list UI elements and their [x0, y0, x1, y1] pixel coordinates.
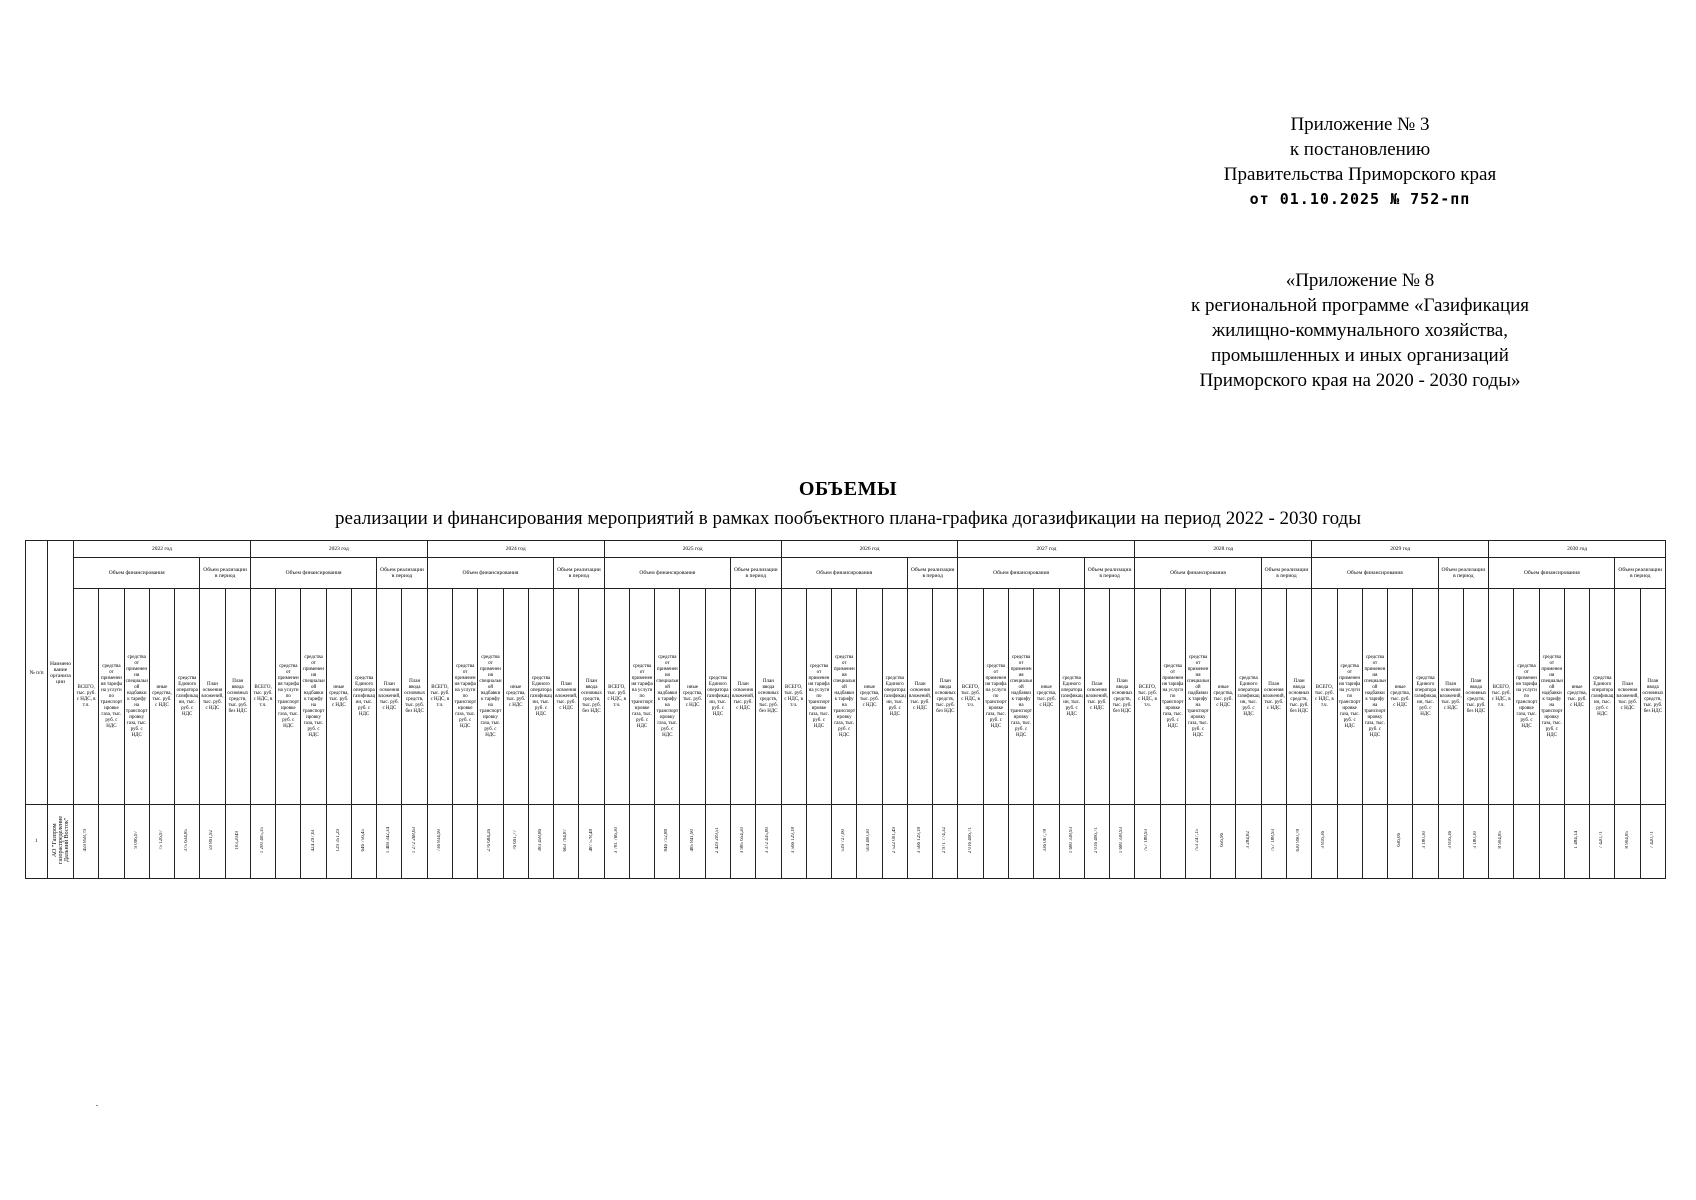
year-header: 2023 год: [250, 541, 427, 558]
sub-column-header: ВСЕГО, тыс. руб. с НДС, в т.ч.: [427, 589, 452, 805]
cell-value: 375 634,85: [184, 828, 190, 852]
value-cell: [629, 805, 654, 879]
value-cell: [1388, 805, 1413, 879]
sub-column-header: План ввода основных средств, тыс. руб. без НДС: [225, 589, 250, 805]
implementation-group-header: Объем реализации в период: [907, 558, 958, 589]
sub-column-header: средства от применения тарифа на услуги по транспортировке газа, тыс. руб. с НДС: [983, 589, 1008, 805]
value-cell: [1564, 805, 1589, 879]
value-cell: [377, 805, 402, 879]
value-cell: [680, 805, 705, 879]
cell-value: 757 188,93: [1144, 828, 1150, 852]
sub-column-header: иные средства, тыс. руб. с НДС: [1564, 589, 1589, 805]
year-header: 2025 год: [604, 541, 781, 558]
value-cell: [1514, 805, 1539, 879]
cell-value: 485 841,90: [689, 828, 695, 852]
sub-column-header: средства от применения специальной надбавки к тарифу на транспортировку газа, тыс. руб. с НДС: [1185, 589, 1210, 805]
sub-column-header: средства от применения специальной надбавки к тарифу на транспортировку газа, тыс. руб. с НДС: [1008, 589, 1033, 805]
program-line-2: к региональной программе «Газификация: [1190, 295, 1530, 316]
sub-column-header: средства от применения специальной надбавки к тарифу на транспортировку газа, тыс. руб. с НДС: [301, 589, 326, 805]
program-line-3: жилищно-коммунального хозяйства,: [1211, 320, 1508, 341]
value-cell: [1463, 805, 1488, 879]
value-cell: [1590, 805, 1615, 879]
sub-column-header: План ввода основных средств, тыс. руб. без НДС: [1286, 589, 1311, 805]
value-cell: [1539, 805, 1564, 879]
column-header-organization: Наименование организации: [48, 541, 74, 805]
value-cell: [1438, 805, 1463, 879]
sub-column-header: средства Единого оператора газификации, тыс. руб. с НДС: [882, 589, 907, 805]
value-cell: [554, 805, 579, 879]
sub-column-header: План освоения вложений, тыс. руб. с НДС: [200, 589, 225, 805]
sub-column-header: средства Единого оператора газификации, тыс. руб. с НДС: [705, 589, 730, 805]
sub-column-header: План освоения вложений, тыс. руб. с НДС: [554, 589, 579, 805]
financing-group-header: Объем финансирования: [1489, 558, 1615, 589]
value-cell: [1489, 805, 1514, 879]
sub-column-header: План освоения вложений, тыс. руб. с НДС: [1615, 589, 1640, 805]
cell-value: 1 484,14: [1574, 831, 1580, 849]
financing-group-header: Объем финансирования: [74, 558, 200, 589]
cell-value: 276 684,26: [487, 828, 493, 852]
value-cell: [1337, 805, 1362, 879]
value-cell: [1110, 805, 1135, 879]
sub-column-header: План ввода основных средств, тыс. руб. без НДС: [1110, 589, 1135, 805]
cell-value: 757 188,93: [1270, 828, 1276, 852]
year-header: 2029 год: [1312, 541, 1489, 558]
implementation-group-header: Объем реализации в период: [554, 558, 605, 589]
sub-column-header: ВСЕГО, тыс. руб. с НДС, в т.ч.: [1135, 589, 1160, 805]
sub-column-header: ВСЕГО, тыс. руб. с НДС, в т.ч.: [781, 589, 806, 805]
value-cell: [503, 805, 528, 879]
sub-column-header: План освоения вложений, тыс. руб. с НДС: [377, 589, 402, 805]
program-appendix-block: [1140, 268, 1580, 393]
value-cell: [99, 805, 124, 879]
cell-value: 3 566 129,18: [790, 826, 796, 854]
value-cell: [453, 805, 478, 879]
sub-column-header: ВСЕГО, тыс. руб. с НДС, в т.ч.: [250, 589, 275, 805]
value-cell: [579, 805, 604, 879]
value-cell: [781, 805, 806, 879]
financing-group-header: Объем финансирования: [1135, 558, 1261, 589]
sub-column-header: План освоения вложений, тыс. руб. с НДС: [1084, 589, 1109, 805]
value-cell: [402, 805, 427, 879]
program-line-1: «Приложение № 8: [1285, 270, 1435, 291]
value-cell: [1135, 805, 1160, 879]
sub-column-header: средства от применения тарифа на услуги по транспортировке газа, тыс. руб. с НДС: [276, 589, 301, 805]
implementation-group-header: Объем реализации в период: [200, 558, 251, 589]
cell-value: 1 680 338,93: [1068, 826, 1074, 854]
program-line-4: промышленных и иных организаций: [1211, 345, 1509, 366]
cell-value: 656,96: [1220, 833, 1226, 847]
value-cell: [655, 805, 680, 879]
cell-value: 539 727,60: [841, 828, 847, 852]
financing-group-header: Объем финансирования: [604, 558, 730, 589]
sub-column-header: ВСЕГО, тыс. руб. с НДС, в т.ч.: [604, 589, 629, 805]
sub-column-header: План освоения вложений, тыс. руб. с НДС: [907, 589, 932, 805]
value-cell: [200, 805, 225, 879]
cell-value: 736 834,90: [436, 828, 442, 852]
value-cell: [175, 805, 200, 879]
cell-value: 9 096,97: [133, 831, 139, 849]
sub-column-header: План ввода основных средств, тыс. руб. без НДС: [933, 589, 958, 805]
cell-value: 3 816,36: [1447, 831, 1453, 849]
cell-value: 8 904,85: [1498, 831, 1504, 849]
sub-column-header: иные средства, тыс. руб. с НДС: [326, 589, 351, 805]
sub-column-header: средства от применения специальной надбавки к тарифу на транспортировку газа, тыс. руб. с НДС: [1539, 589, 1564, 805]
sub-column-header: средства от применения тарифа на услуги по транспортировке газа, тыс. руб. с НДС: [453, 589, 478, 805]
sub-column-header: ВСЕГО, тыс. руб. с НДС, в т.ч.: [958, 589, 983, 805]
program-line-5: Приморского края на 2020 - 2030 годы»: [1199, 370, 1521, 391]
value-cell: [933, 805, 958, 879]
value-cell: [731, 805, 756, 879]
value-cell: [149, 805, 174, 879]
sub-column-header: иные средства, тыс. руб. с НДС: [1211, 589, 1236, 805]
value-cell: [1084, 805, 1109, 879]
plan-table: [25, 540, 1666, 879]
column-header-number: № п/п: [26, 541, 48, 805]
cell-value: 75 126,97: [158, 830, 164, 850]
value-cell: [1640, 805, 1665, 879]
value-cell: [806, 805, 831, 879]
sub-column-header: средства Единого оператора газификации, тыс. руб. с НДС: [175, 589, 200, 805]
value-cell: [604, 805, 629, 879]
cell-value: 129 351,29: [335, 828, 341, 852]
cell-value: 103,2049: [234, 830, 240, 850]
value-cell: [882, 805, 907, 879]
sub-column-header: средства Единого оператора газификации, тыс. руб. с НДС: [1236, 589, 1261, 805]
cell-value: 663 794,87: [563, 828, 569, 852]
cell-value: 1 272 268,63: [411, 826, 417, 854]
cell-value: 636,06: [1397, 833, 1403, 847]
value-cell: [1034, 805, 1059, 879]
cell-value: 3 180,30: [1472, 831, 1478, 849]
appendix-line-2: к постановлению: [1289, 139, 1431, 160]
implementation-group-header: Объем реализации в период: [1438, 558, 1489, 589]
sub-column-header: План ввода основных средств, тыс. руб. без НДС: [756, 589, 781, 805]
value-cell: [1160, 805, 1185, 879]
sub-column-header: План ввода основных средств, тыс. руб. без НДС: [402, 589, 427, 805]
value-cell: [250, 805, 275, 879]
sub-column-header: План освоения вложений, тыс. руб. с НДС: [1261, 589, 1286, 805]
implementation-group-header: Объем реализации в период: [731, 558, 782, 589]
sub-column-header: средства от применения специальной надбавки к тарифу на транспортировку газа, тыс. руб. с НДС: [124, 589, 149, 805]
year-header: 2027 год: [958, 541, 1135, 558]
appendix-block: [1150, 112, 1570, 212]
sub-column-header: средства Единого оператора газификации, тыс. руб. с НДС: [528, 589, 553, 805]
sub-column-header: План освоения вложений, тыс. руб. с НДС: [731, 589, 756, 805]
year-header: 2030 год: [1489, 541, 1666, 558]
value-cell: [225, 805, 250, 879]
value-cell: [1211, 805, 1236, 879]
appendix-line-3: Правительства Приморского края: [1223, 164, 1497, 185]
sub-column-header: иные средства, тыс. руб. с НДС: [1388, 589, 1413, 805]
organization-name: АО "Газпром газораспределение Дальний Восток": [51, 815, 70, 865]
sub-column-header: средства от применения специальной надбавки к тарифу на транспортировку газа, тыс. руб. с НДС: [655, 589, 680, 805]
organization-cell: [48, 805, 74, 879]
sub-column-header: средства Единого оператора газификации, тыс. руб. с НДС: [1059, 589, 1084, 805]
sub-column-header: План освоения вложений, тыс. руб. с НДС: [1438, 589, 1463, 805]
sub-column-header: средства от применения специальной надбавки к тарифу на транспортировку газа, тыс. руб. с НДС: [832, 589, 857, 805]
sub-column-header: План ввода основных средств, тыс. руб. без НДС: [1640, 589, 1665, 805]
value-cell: [907, 805, 932, 879]
year-header: 2026 год: [781, 541, 958, 558]
header-row-years: [26, 541, 1666, 558]
cell-value: 383 458,86: [537, 828, 543, 852]
decree-date-number: от 01.10.2025 № 752-пп: [1249, 190, 1471, 208]
cell-value: 1 680 338,93: [1119, 826, 1125, 854]
value-cell: [1261, 805, 1286, 879]
document-subtitle: реализации и финансирования мероприятий в рамках пообъектного плана-графика догазификации на период 2022 - 2030 годы: [334, 508, 1361, 529]
value-cell: [74, 805, 99, 879]
sub-column-header: средства от применения тарифа на услуги по транспортировке газа, тыс. руб. с НДС: [99, 589, 124, 805]
value-cell: [983, 805, 1008, 879]
sub-column-header: иные средства, тыс. руб. с НДС: [503, 589, 528, 805]
cell-value: 336 067,78: [1043, 828, 1049, 852]
sub-column-header: средства от применения специальной надбавки к тарифу на транспортировку газа, тыс. руб. с НДС: [478, 589, 503, 805]
appendix-line-1: Приложение № 3: [1290, 114, 1430, 135]
sub-column-header: План ввода основных средств, тыс. руб. без НДС: [579, 589, 604, 805]
value-cell: [301, 805, 326, 879]
header-row-groups: [26, 558, 1666, 589]
sub-column-header: ВСЕГО, тыс. руб. с НДС, в т.ч.: [1312, 589, 1337, 805]
sub-column-header: средства от применения тарифа на услуги по транспортировке газа, тыс. руб. с НДС: [1337, 589, 1362, 805]
cell-value: 3 284,82: [1245, 831, 1251, 849]
year-header: 2024 год: [427, 541, 604, 558]
cell-value: 630 990,78: [1296, 828, 1302, 852]
table-row: [26, 805, 1666, 879]
row-number-cell: 1: [26, 805, 48, 879]
value-cell: [958, 805, 983, 879]
value-cell: [1312, 805, 1337, 879]
scan-speck: [96, 1105, 98, 1106]
sub-column-header: План ввода основных средств, тыс. руб. без НДС: [1463, 589, 1488, 805]
implementation-group-header: Объем реализации в период: [377, 558, 428, 589]
value-cell: [1413, 805, 1438, 879]
cell-value: 3 985 654,20: [740, 826, 746, 854]
value-cell: [1008, 805, 1033, 879]
value-cell: [1059, 805, 1084, 879]
value-cell: [705, 805, 730, 879]
value-cell: [756, 805, 781, 879]
cell-value: 3 566 129,18: [917, 826, 923, 854]
cell-value: 1 469 342,34: [386, 826, 392, 854]
financing-group-header: Объем финансирования: [958, 558, 1084, 589]
cell-value: 753 247,15: [1195, 828, 1200, 852]
value-cell: [124, 805, 149, 879]
value-cell: [1286, 805, 1311, 879]
value-cell: [351, 805, 376, 879]
financing-group-header: Объем финансирования: [427, 558, 553, 589]
implementation-group-header: Объем реализации в период: [1615, 558, 1666, 589]
sub-column-header: ВСЕГО, тыс. руб. с НДС, в т.ч.: [74, 589, 99, 805]
cell-value: 7 420,71: [1649, 831, 1655, 849]
cell-value: 7 420,71: [1599, 831, 1605, 849]
cell-value: 646 756,45: [361, 828, 367, 852]
cell-value: 2 016 406,71: [967, 826, 973, 854]
cell-value: 3 816,36: [1321, 831, 1327, 849]
header-row-subcolumns: [26, 589, 1666, 805]
plan-table-container: [25, 540, 1665, 888]
sub-column-header: средства Единого оператора газификации, тыс. руб. с НДС: [1413, 589, 1438, 805]
value-cell: [1236, 805, 1261, 879]
financing-group-header: Объем финансирования: [781, 558, 907, 589]
cell-value: 3 180,30: [1422, 831, 1428, 849]
cell-value: 504 400,30: [866, 828, 872, 852]
sub-column-header: ВСЕГО, тыс. руб. с НДС, в т.ч.: [1489, 589, 1514, 805]
implementation-group-header: Объем реализации в период: [1084, 558, 1135, 589]
value-cell: [1615, 805, 1640, 879]
sub-column-header: средства от применения тарифа на услуги по транспортировке газа, тыс. руб. с НДС: [629, 589, 654, 805]
cell-value: 846 712,88: [664, 828, 670, 852]
sub-column-header: средства Единого оператора газификации, тыс. руб. с НДС: [1590, 589, 1615, 805]
year-header: 2028 год: [1135, 541, 1312, 558]
cell-value: 59 891,92: [209, 830, 215, 850]
financing-group-header: Объем финансирования: [250, 558, 376, 589]
implementation-group-header: Объем реализации в период: [1261, 558, 1312, 589]
value-cell: [528, 805, 553, 879]
value-cell: [427, 805, 452, 879]
sub-column-header: иные средства, тыс. руб. с НДС: [149, 589, 174, 805]
cell-value: 8 904,85: [1624, 831, 1630, 849]
cell-value: 2 429 209,51: [714, 826, 720, 854]
sub-column-header: иные средства, тыс. руб. с НДС: [1034, 589, 1059, 805]
cell-value: 487 578,48: [588, 828, 594, 852]
value-cell: [276, 805, 301, 879]
sub-column-header: средства от применения тарифа на услуги по транспортировке газа, тыс. руб. с НДС: [1160, 589, 1185, 805]
value-cell: [857, 805, 882, 879]
cell-value: 2 016 406,71: [1093, 826, 1099, 854]
cell-value: 1 200 405,35: [260, 826, 266, 854]
value-cell: [832, 805, 857, 879]
cell-value: 3 781 766,30: [613, 826, 619, 854]
cell-value: 2 971 774,32: [942, 826, 948, 854]
value-cell: [478, 805, 503, 879]
document-title: ОБЪЕМЫ: [798, 478, 898, 500]
cell-value: 76 691,77: [512, 830, 518, 850]
cell-value: 459 858,79: [83, 828, 89, 852]
value-cell: [1362, 805, 1387, 879]
value-cell: [1185, 805, 1210, 879]
year-header: 2022 год: [74, 541, 251, 558]
cell-value: 3 372 435,80: [765, 826, 771, 854]
sub-column-header: иные средства, тыс. руб. с НДС: [680, 589, 705, 805]
sub-column-header: средства от применения тарифа на услуги по транспортировке газа, тыс. руб. с НДС: [1514, 589, 1539, 805]
value-cell: [326, 805, 351, 879]
cell-value: 2 522 001,49: [891, 826, 897, 854]
sub-column-header: средства Единого оператора газификации, тыс. руб. с НДС: [351, 589, 376, 805]
financing-group-header: Объем финансирования: [1312, 558, 1438, 589]
sub-column-header: средства от применения тарифа на услуги по транспортировке газа, тыс. руб. с НДС: [806, 589, 831, 805]
cell-value: 424 297,61: [310, 828, 316, 852]
sub-column-header: средства от применения специальной надбавки к тарифу на транспортировку газа, тыс. руб. с НДС: [1362, 589, 1387, 805]
sub-column-header: иные средства, тыс. руб. с НДС: [857, 589, 882, 805]
